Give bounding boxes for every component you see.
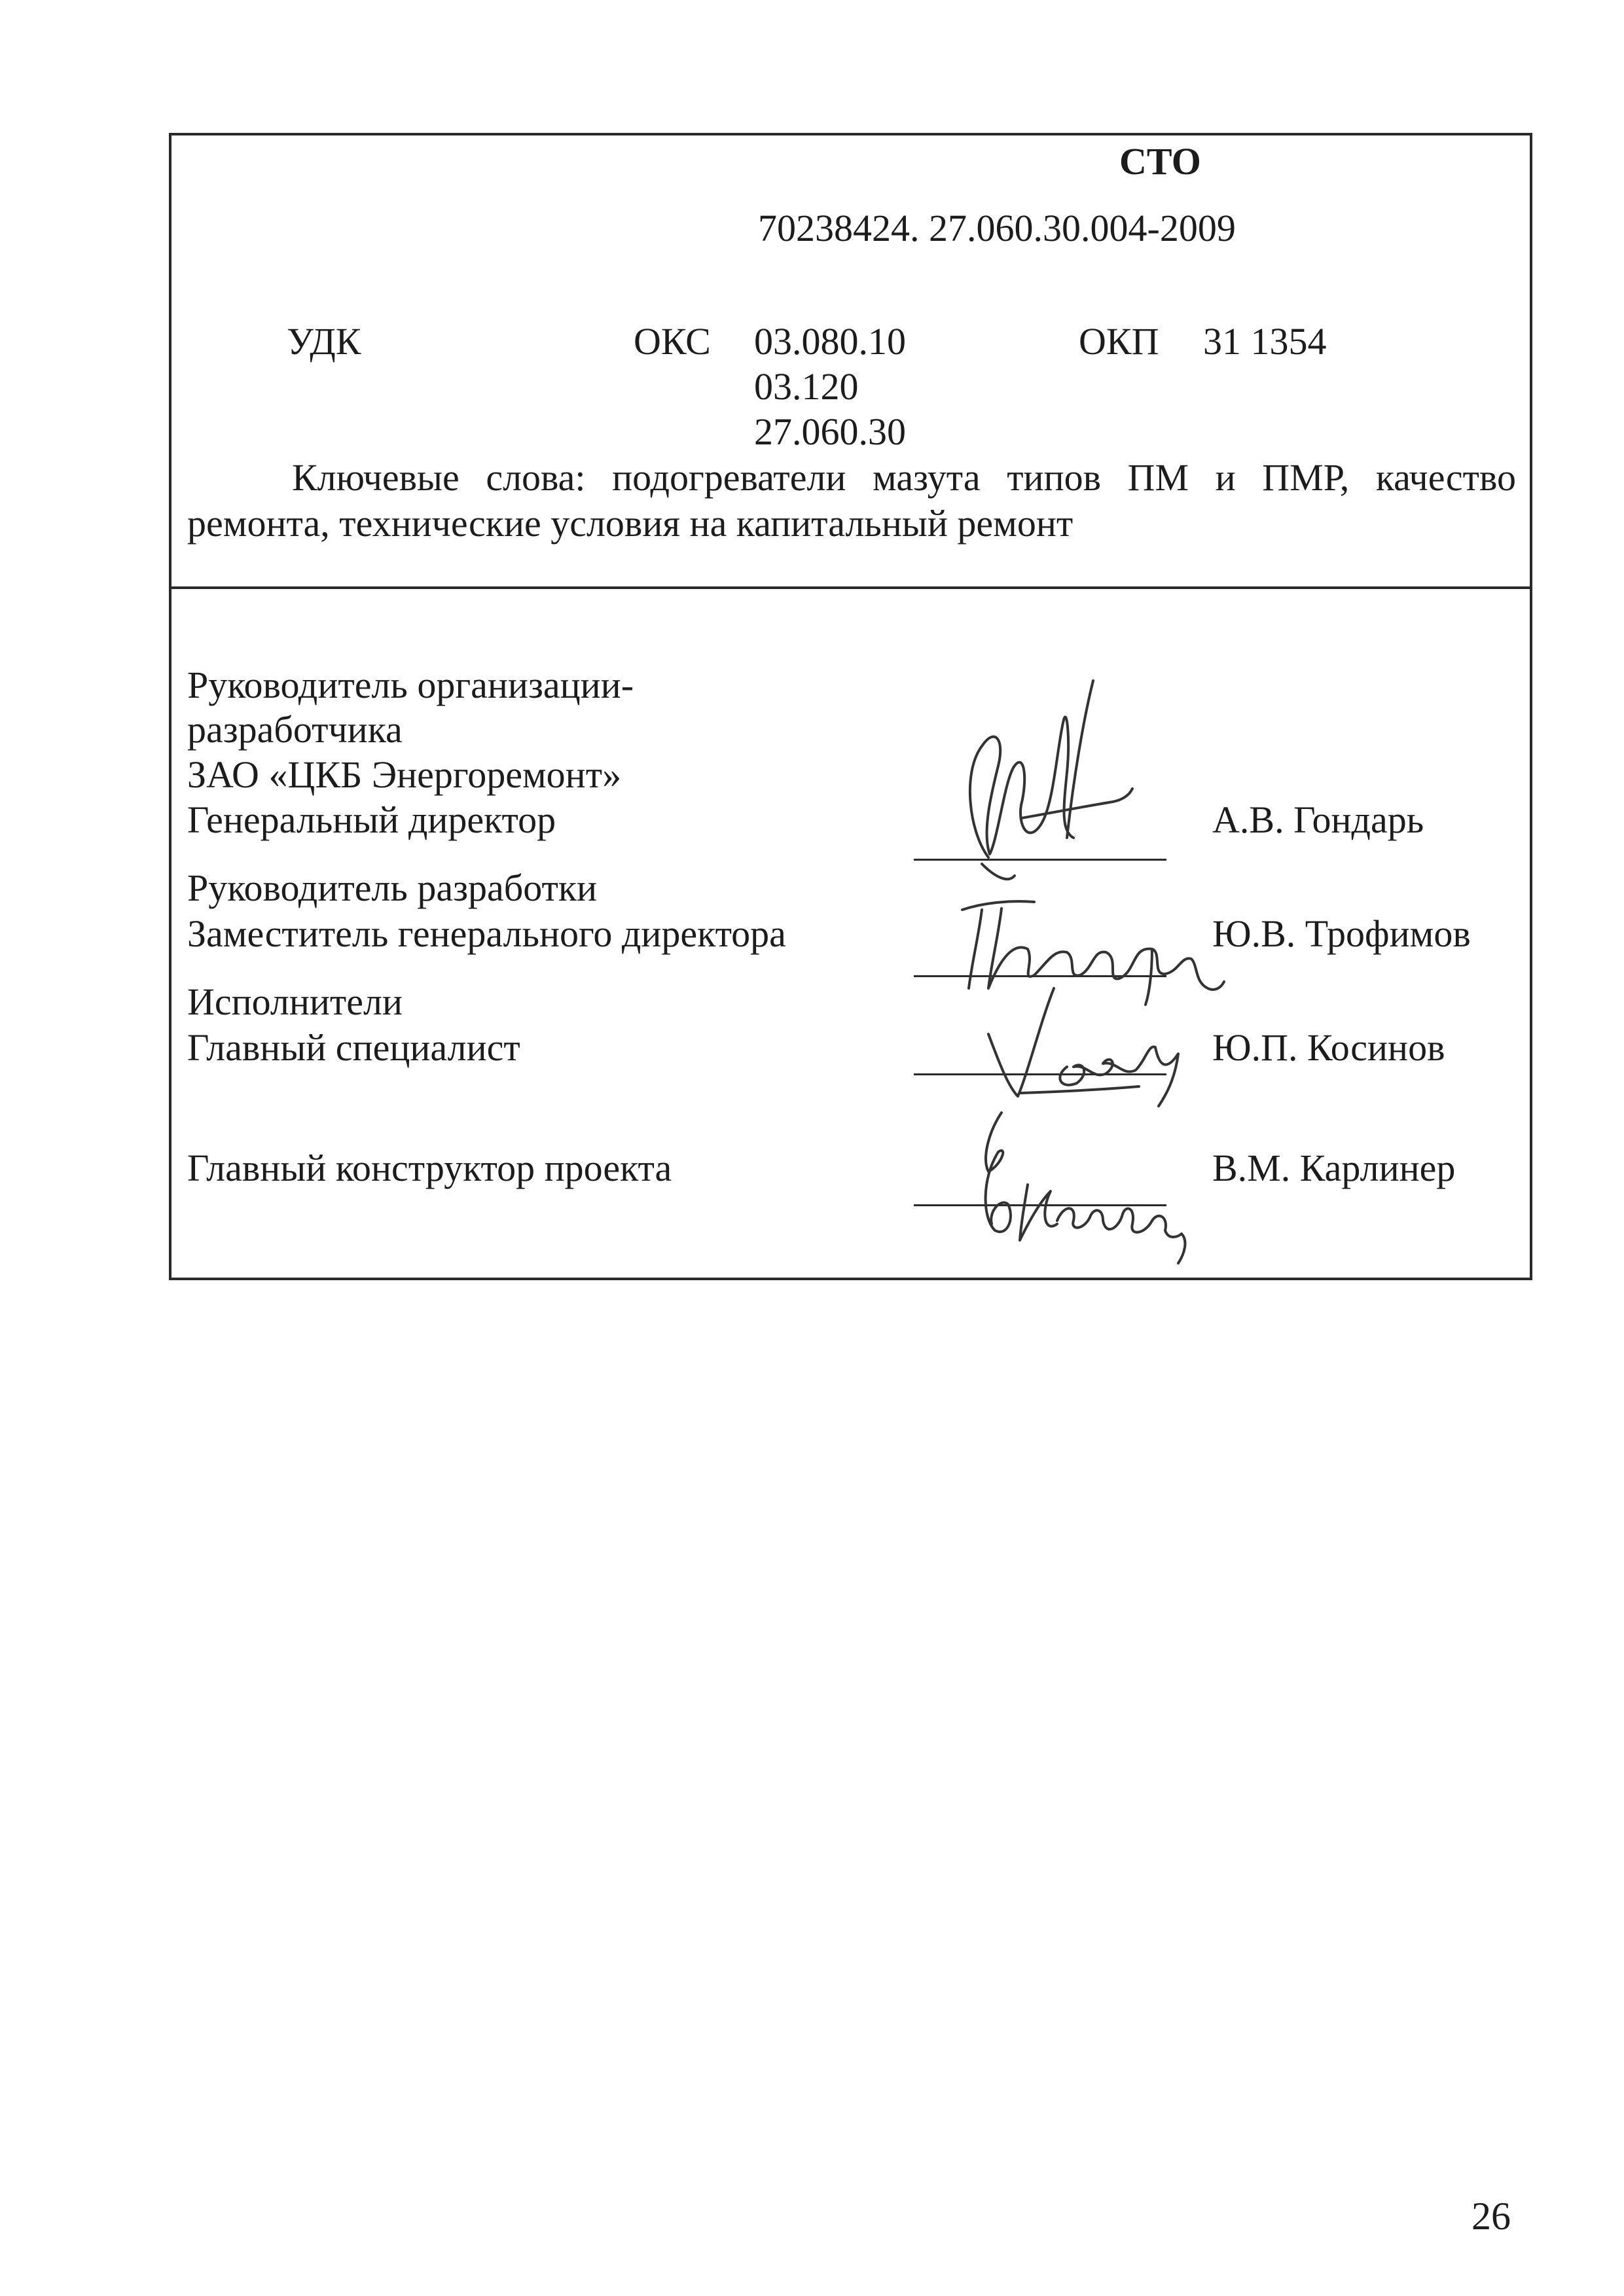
udk-label: УДК <box>287 320 361 363</box>
signature-image <box>969 982 1204 1113</box>
document-frame <box>169 133 1532 1280</box>
page-number: 26 <box>1471 2195 1511 2238</box>
signatory-role-line: Руководитель организации- <box>187 664 634 706</box>
signatory-role-line: Руководитель разработки <box>187 867 598 909</box>
signature-image <box>943 1106 1218 1276</box>
signatory-name: В.М. Карлинер <box>1212 1147 1456 1189</box>
signature-image <box>943 668 1159 884</box>
signatory-role-line: Главный специалист <box>187 1026 520 1069</box>
oks-label: ОКС <box>634 320 711 363</box>
signatory-role-line: Главный конструктор проекта <box>187 1147 672 1189</box>
signatory-role-line: разработчика <box>187 708 403 751</box>
oks-code: 27.060.30 <box>754 410 906 453</box>
signatory-role-line: Генеральный директор <box>187 798 556 841</box>
keywords-paragraph: Ключевые слова: подогреватели мазута типов ПМ и ПМР, качество ремонта, технические условия на капитальный ремонт <box>187 456 1516 545</box>
signatory-role-line: Исполнители <box>187 980 403 1023</box>
signatory-name: А.В. Гондарь <box>1212 798 1424 841</box>
standard-number: 70238424. 27.060.30.004-2009 <box>758 207 1236 249</box>
oks-code: 03.120 <box>754 365 859 408</box>
signatory-name: Ю.В. Трофимов <box>1212 912 1471 955</box>
signatory-name: Ю.П. Косинов <box>1212 1026 1445 1069</box>
okp-code: 31 1354 <box>1203 320 1327 363</box>
okp-label: ОКП <box>1079 320 1159 363</box>
standard-label: СТО <box>1119 140 1201 183</box>
oks-code: 03.080.10 <box>754 320 906 363</box>
section-divider <box>169 586 1532 589</box>
signatory-role-line: ЗАО «ЦКБ Энергоремонт» <box>187 753 622 796</box>
signatory-role-line: Заместитель генерального директора <box>187 912 786 955</box>
